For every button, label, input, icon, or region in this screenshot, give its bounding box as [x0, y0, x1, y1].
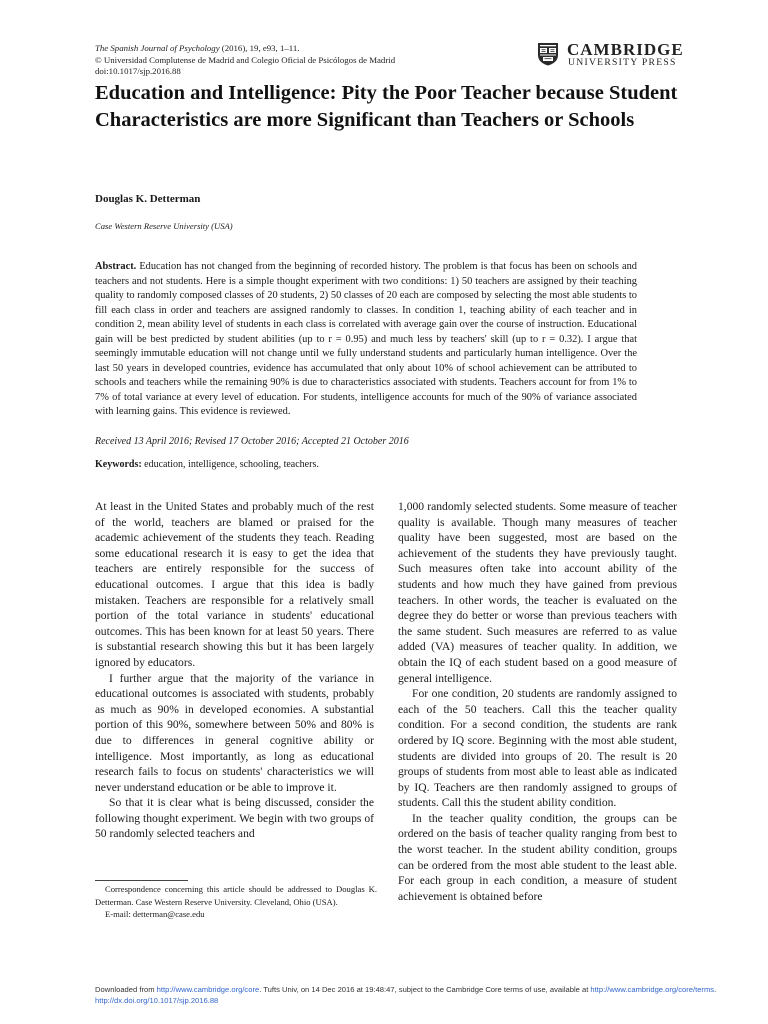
author-affiliation: Case Western Reserve University (USA): [95, 221, 233, 231]
correspondence-email: E-mail: detterman@case.edu: [105, 909, 205, 920]
paragraph: 1,000 randomly selected students. Some measure of teacher quality is available. Though many measures of teacher quality have been suggested, most are based on the achievement of the students they have previously taught. Such measures often take into account ability of the students and how much they have gained from previous teachers. In other words, the teacher is evaluated on the degree they do better or worse than previous teachers with the same student. Such measures are referred to as value added (VA) measures of teacher quality. In addition, we obtain the IQ of each student based on a good measure of general intelligence.: [398, 500, 677, 685]
paragraph: At least in the United States and probably much of the rest of the world, teachers are blamed or praised for the academic achievement of the students they teach. Reading some educational research it is easy to get the idea that teachers are entirely responsible for the success of educational outcomes. I argue that this idea is badly mistaken. Teachers are responsible for a relatively small portion of the total variance in students' educational outcomes. This has been known for at least 50 years. There is substantial research showing this but it has been largely ignored by educators.: [95, 500, 374, 669]
keywords-label: Keywords:: [95, 459, 142, 470]
journal-name: The Spanish Journal of Psychology: [95, 43, 220, 53]
footer-suffix: .: [714, 985, 717, 994]
journal-header: [95, 43, 395, 78]
article-title: Education and Intelligence: Pity the Poor Teacher because Student Characteristics are more Significant than Teachers or Schools: [95, 82, 678, 131]
journal-citation: [95, 43, 395, 55]
abstract-label: Abstract.: [95, 261, 137, 272]
doi-link[interactable]: http://dx.doi.org/10.1017/sjp.2016.88: [95, 996, 219, 1005]
footnote-divider: [95, 880, 188, 881]
copyright-line: © Universidad Complutense de Madrid and Colegio Oficial de Psicólogos de Madrid: [95, 54, 396, 65]
received-dates: Received 13 April 2016; Revised 17 October 2016; Accepted 21 October 2016: [95, 436, 409, 447]
download-footer: [95, 984, 735, 1006]
publisher-name: CAMBRIDGE: [567, 40, 684, 59]
paragraph: So that it is clear what is being discussed, consider the following thought experiment. We begin with two groups of 50 randomly selected teachers and: [95, 796, 374, 841]
keywords: [95, 459, 319, 470]
paragraph: In the teacher quality condition, the groups can be ordered on the basis of teacher quality ranging from best to the worst teacher. In the student ability condition, groups can be ordered from the most able student to the least able. For each group in each condition, a measure of student achievement is obtained before: [398, 811, 677, 903]
correspondence-note: [95, 883, 377, 921]
correspondence-text: Correspondence concerning this article should be addressed to Douglas K. Detterman. Case Western Reserve University. Cleveland, Ohio (USA).: [95, 884, 377, 907]
journal-volume: (2016), 19, e93, 1–11.: [219, 43, 300, 53]
body-column-right: [398, 499, 677, 904]
footer-middle: . Tufts Univ, on 14 Dec 2016 at 19:48:47, subject to the Cambridge Core terms of use, available at: [259, 985, 591, 994]
cambridge-core-link[interactable]: http://www.cambridge.org/core: [156, 985, 260, 994]
abstract-text: Education has not changed from the beginning of recorded history. The problem is that focus has been on schools and teachers and not students. Here is a simple thought experiment with two conditions: 1) 50 teachers are assigned by their teaching quality to randomly composed classes of 20 students, 2) 50 classes of 20 each are composed by selecting the most able students to fill each class in order and teachers are assigned randomly to classes. In condition 1, teaching ability of each teacher and in condition 2, mean ability level of students in each class is correlated with average gain over the course of instruction. Educational gain will be best predicted by student abilities (up to r = 0.95) and much less by teachers' skill (up to r = 0.32). I argue that seemingly immutable education will not change until we fully understand students and particularly human intelligence. Over the last 50 years in developed countries, evidence has accumulated that only about 10% of school achievement can be attributed to schools and teachers while the remaining 90% is due to characteristics associated with students. Teachers account for from 1% to 7% of total variance at every level of education. For students, intelligence accounts for much of the 90% of variance associated with learning gains. This evidence is reviewed.: [95, 261, 637, 417]
abstract: [95, 260, 637, 420]
footer-prefix: Downloaded from: [95, 985, 157, 994]
keywords-text: education, intelligence, schooling, teachers.: [141, 459, 319, 470]
author-name: Douglas K. Detterman: [95, 193, 201, 205]
paragraph: For one condition, 20 students are randomly assigned to each of the 50 teachers. Call this the teacher quality condition. For a second condition, the students are rank ordered by IQ score. Beginning with the most able student, students are divided into groups of 20. The result is 20 groups of students from most able to least able as indicated by IQ. Teachers are then randomly assigned to groups of students. Call this the student ability condition.: [398, 687, 677, 810]
terms-link[interactable]: http://www.cambridge.org/core/terms: [590, 985, 715, 994]
doi-line: doi:10.1017/sjp.2016.88: [95, 66, 181, 76]
paragraph: I further argue that the majority of the variance in educational outcomes is associated with students, probably as much as 90% in developed economies. A substantial portion of this 90%, somewhere between 50% and 80% is due to differences in general cognitive ability or intelligence. Most importantly, as long as educational research fails to focus on students' characteristics we will never understand education or be able to improve it.: [95, 671, 374, 794]
cambridge-shield-icon: [536, 42, 560, 66]
publisher-subname: UNIVERSITY PRESS: [568, 57, 677, 68]
cambridge-logo: [536, 40, 684, 71]
body-column-left: [95, 499, 374, 842]
